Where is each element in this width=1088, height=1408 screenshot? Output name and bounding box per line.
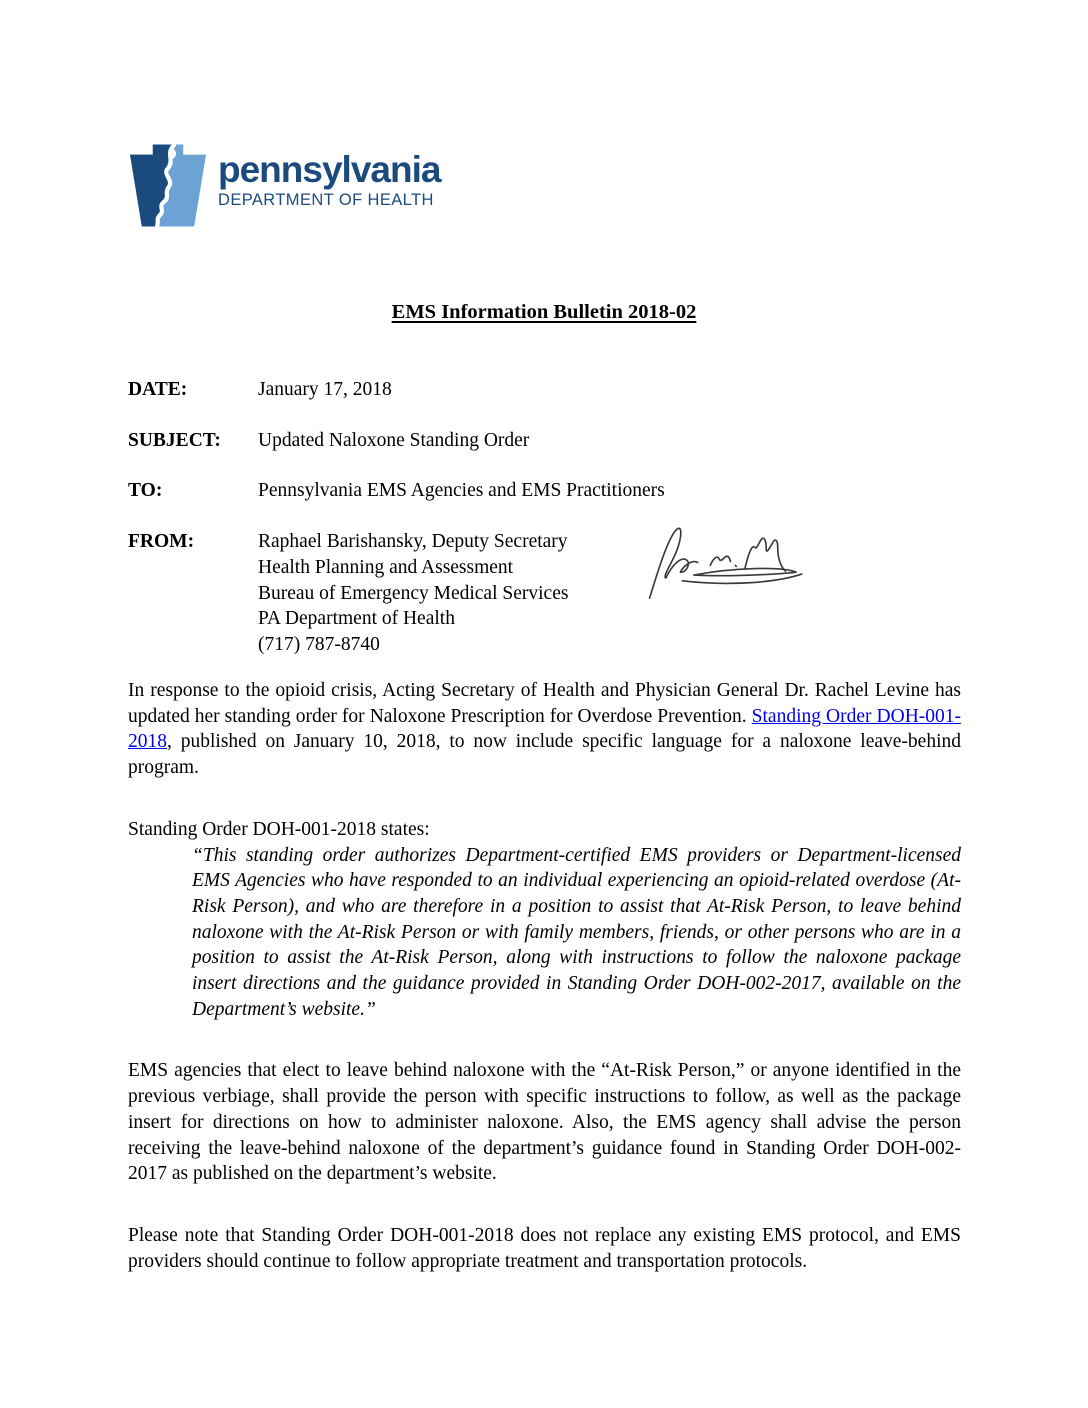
- signature-image: [638, 515, 850, 611]
- from-line-division: Health Planning and Assessment: [258, 556, 514, 578]
- standing-order-link[interactable]: Standing Order DOH-001-2018: [128, 705, 962, 753]
- paragraph-intro-before-link: In response to the opioid crisis, Acting Secretary of Health and Physician General Dr. Rachel Levine has updated her standing order for Naloxone Prescription for Overdose Prevention.: [128, 680, 961, 727]
- logo-brand-subtitle: DEPARTMENT OF HEALTH: [218, 191, 434, 209]
- from-line-name: Raphael Barishansky, Deputy Secretary: [258, 531, 568, 553]
- from-line-bureau: Bureau of Emergency Medical Services: [258, 582, 569, 604]
- paragraph-intro: [128, 678, 961, 781]
- page-title: EMS Information Bulletin 2018-02: [391, 301, 697, 323]
- document-body: [128, 678, 961, 1274]
- keystone-caduceus-icon: [130, 144, 206, 227]
- from-line-department: PA Department of Health: [258, 608, 455, 630]
- paragraph-intro-after-link: , published on January 10, 2018, to now include specific language for a naloxone leave-behind program.: [128, 731, 961, 779]
- signature-scribble-icon: [638, 515, 850, 611]
- memo-label-from: FROM:: [128, 531, 195, 553]
- memo-value-subject: Updated Naloxone Standing Order: [258, 429, 530, 451]
- logo-text: [218, 144, 440, 210]
- memo-row-date: [128, 377, 961, 403]
- memo-label-date: DATE:: [128, 379, 188, 400]
- memo-value-from: [258, 529, 961, 658]
- states-line: Standing Order DOH-001-2018 states:: [128, 818, 430, 840]
- memo-value-date: January 17, 2018: [258, 379, 392, 400]
- memo-label-to: TO:: [128, 480, 163, 502]
- memo-row-subject: [128, 428, 961, 454]
- memo-value-to: Pennsylvania EMS Agencies and EMS Practitioners: [258, 480, 665, 502]
- pa-doh-logo: [130, 144, 440, 227]
- paragraph-leave-behind: EMS agencies that elect to leave behind naloxone with the “At-Risk Person,” or anyone identified in the previous verbiage, shall provide the person with specific instructions to follow, as well as the package insert for directions on how to administer naloxone. Also, the EMS agency shall advise the person receiving the leave-behind naloxone of the department’s guidance found in Standing Order DOH-002-2017 as published on the department’s website.: [128, 1060, 961, 1185]
- memo-label-subject: SUBJECT:: [128, 429, 221, 451]
- standing-order-quote: “This standing order authorizes Department-certified EMS providers or Department-licensed EMS Agencies who have responded to an individual experiencing an opioid-related overdose (At-Risk Person), and who are therefore in a position to assist that At-Risk Person, to leave behind naloxone with the At-Risk Person or with family members, friends, or other persons who are in a position to assist the At-Risk Person, along with instructions to follow the naloxone package insert directions and the guidance provided in Standing Order DOH-002-2017, available on the Department’s website.”: [192, 844, 961, 1020]
- from-line-phone: (717) 787-8740: [258, 633, 380, 655]
- memo-row-to: [128, 478, 961, 504]
- logo-brand-name: pennsylvania: [218, 149, 441, 190]
- paragraph-protocol-note: Please note that Standing Order DOH-001-2018 does not replace any existing EMS protocol, and EMS providers should continue to follow appropriate treatment and transportation protocols.: [128, 1224, 961, 1272]
